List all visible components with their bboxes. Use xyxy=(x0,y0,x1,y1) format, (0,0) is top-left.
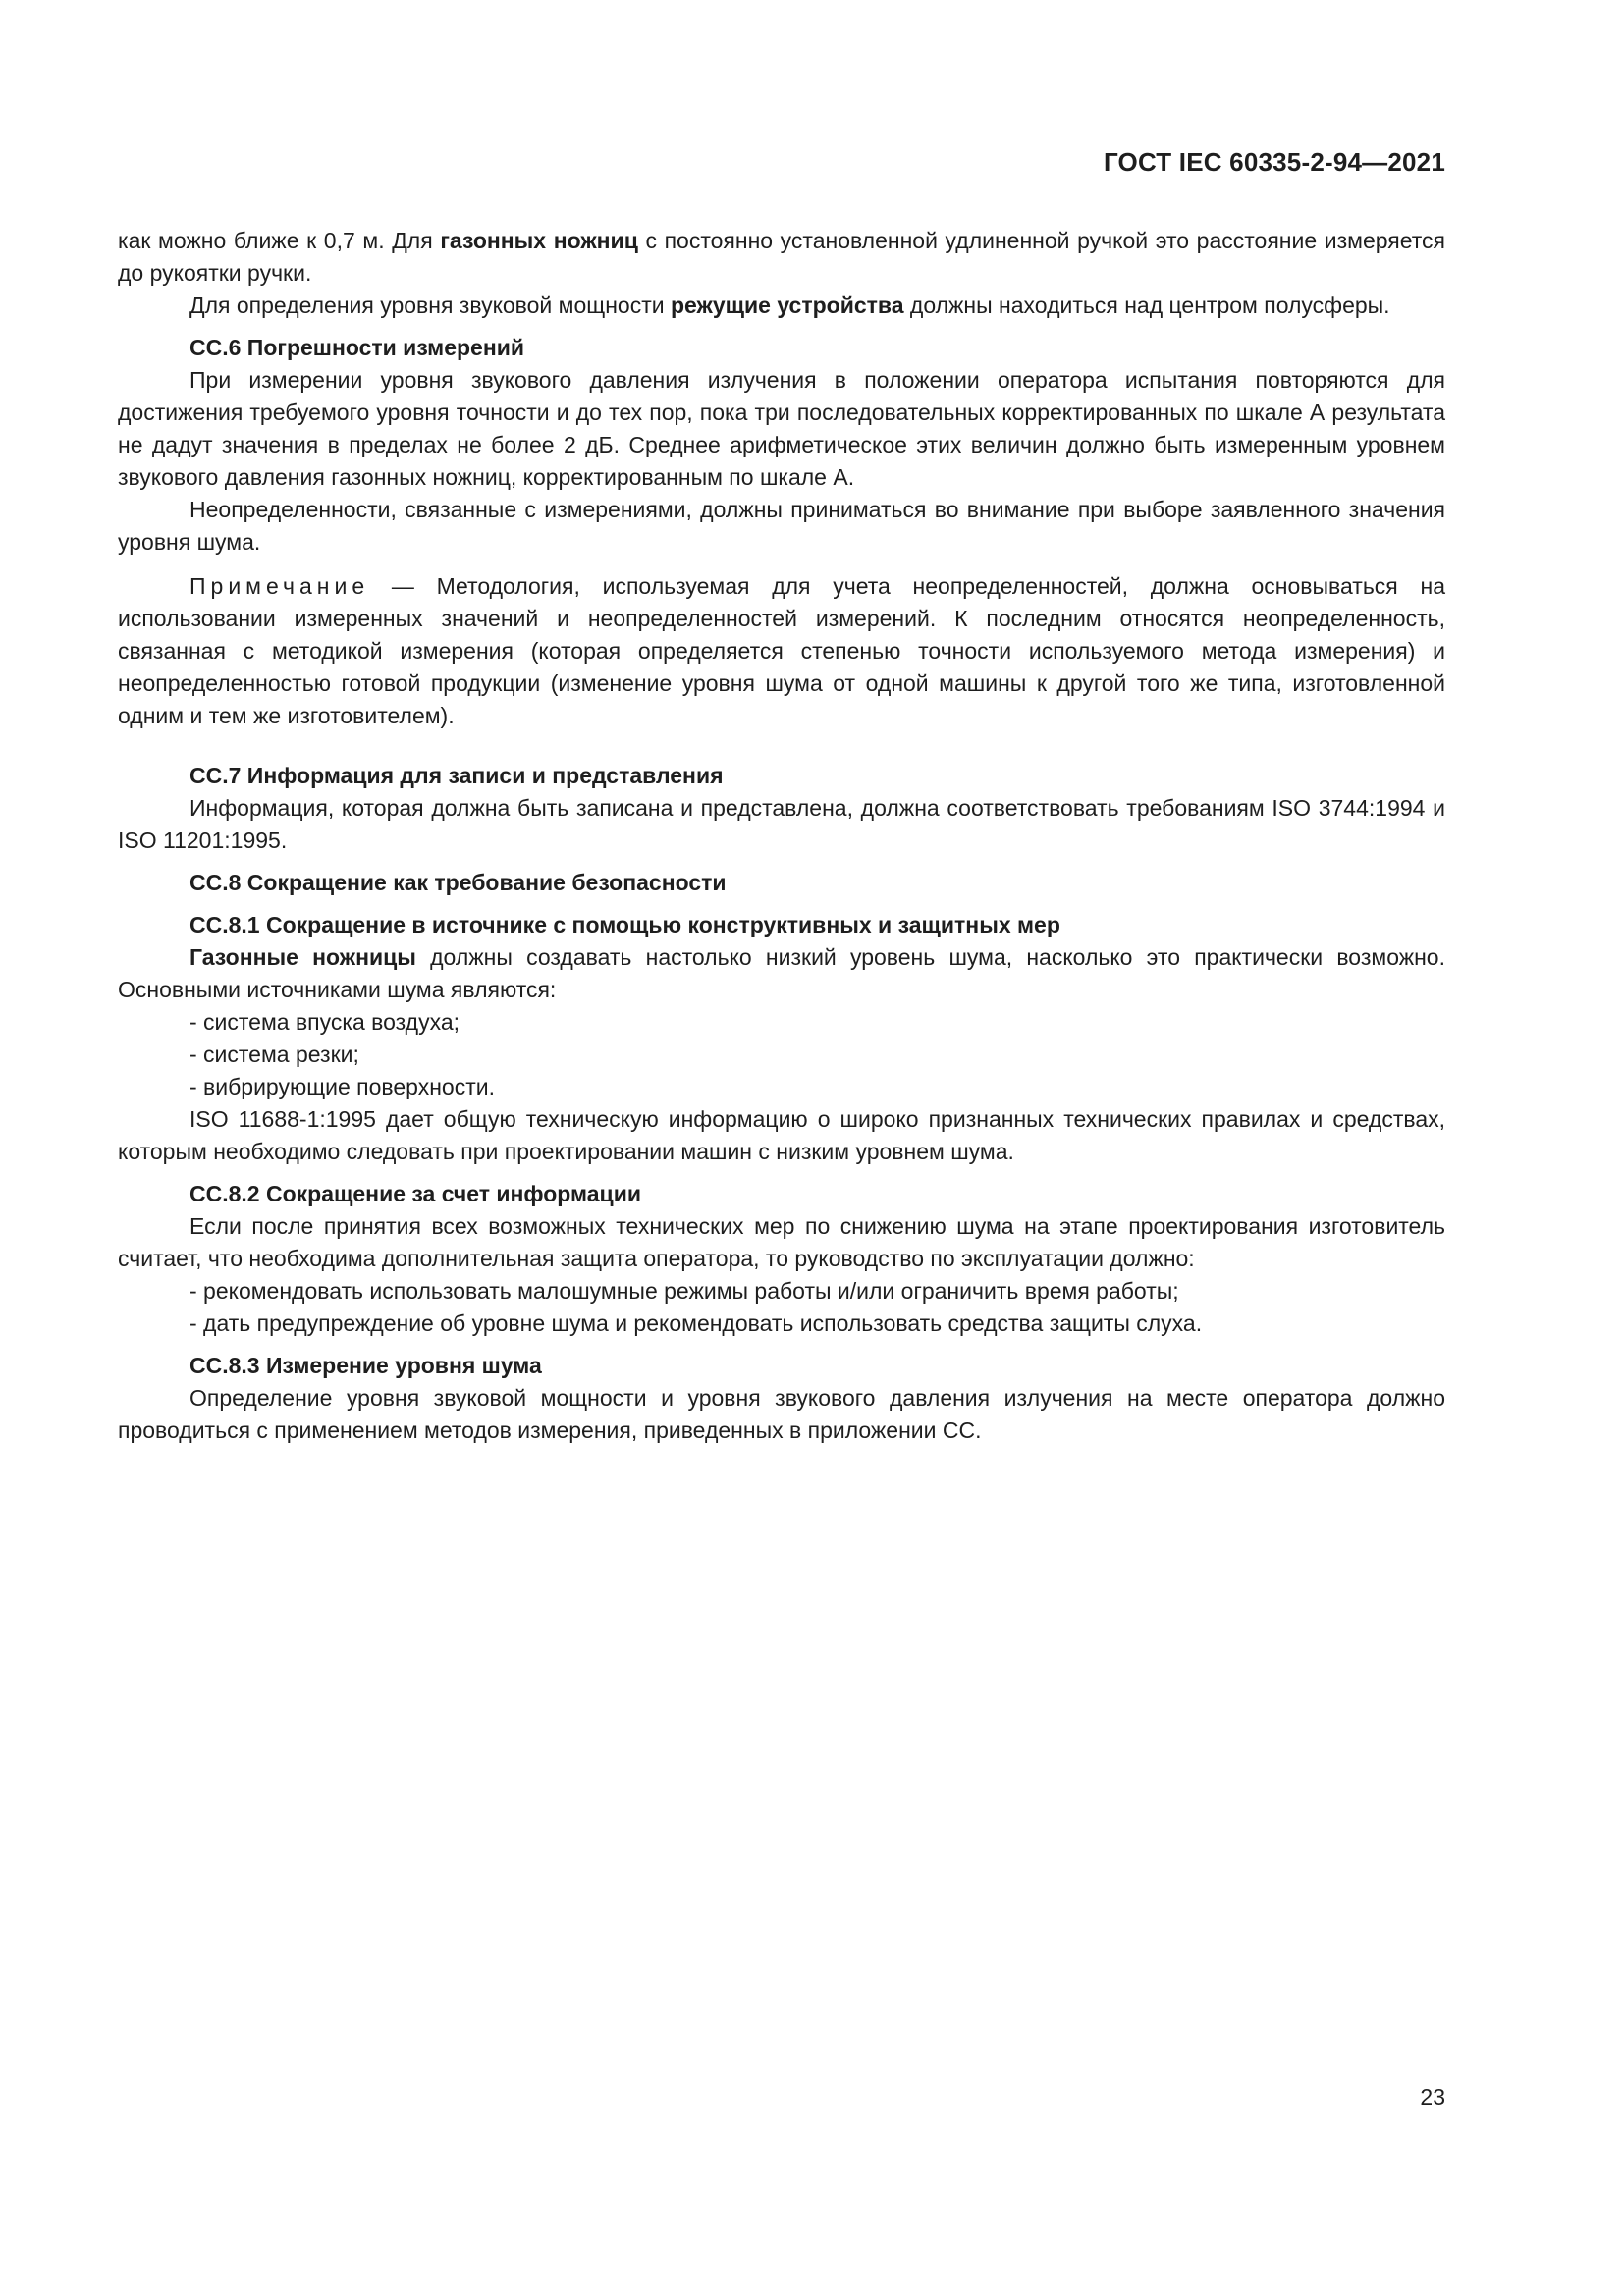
page-number: 23 xyxy=(1420,2084,1445,2109)
paragraph-measurement-repeat: При измерении уровня звукового давления излучения в положении оператора испытания повторяются для достижения требуемого уровня точности и до тех пор, пока три последовательных корректированных по шкале А результата не дадут значения в пределах не более 2 дБ. Среднее арифметическое этих величин должно быть измеренным уровнем звукового давления газонных ножниц, корректированным по шкале А. xyxy=(118,367,1445,490)
heading-cc82: СС.8.2 Сокращение за счет информации xyxy=(189,1181,641,1206)
list-item: - система резки; xyxy=(189,1041,359,1067)
text-run: должны находиться над центром полусферы. xyxy=(903,293,1390,318)
note-paragraph xyxy=(118,570,1445,732)
paragraph-cutting-devices xyxy=(118,290,1445,322)
document-code: ГОСТ IEC 60335-2-94—2021 xyxy=(1103,147,1445,177)
list-item: - рекомендовать использовать малошумные режимы работы и/или ограничить время работы; xyxy=(189,1278,1179,1304)
list-item: - вибрирующие поверхности. xyxy=(189,1074,495,1099)
document-body xyxy=(118,225,1445,1447)
bold-term: Газонные ножницы xyxy=(189,944,416,970)
heading-cc8: СС.8 Сокращение как требование безопасности xyxy=(189,870,727,895)
list-item: - система впуска воздуха; xyxy=(189,1009,460,1035)
text-run: как можно ближе к 0,7 м. Для xyxy=(118,228,441,253)
text-run: с постоянно установленной удлиненной ручкой это расстояние измеряется до рукоятки ручки. xyxy=(118,228,1445,286)
heading-cc81: СС.8.1 Сокращение в источнике с помощью конструктивных и защитных мер xyxy=(189,912,1060,937)
heading-cc6: СС.6 Погрешности измерений xyxy=(189,335,525,360)
bold-term: режущие устройства xyxy=(670,293,904,318)
paragraph-uncertainties: Неопределенности, связанные с измерениями, должны приниматься во внимание при выборе заявленного значения уровня шума. xyxy=(118,497,1445,555)
bold-term: газонных ножниц xyxy=(440,228,638,253)
list-item: - дать предупреждение об уровне шума и рекомендовать использовать средства защиты слуха. xyxy=(189,1310,1203,1336)
text-run: должны создавать настолько низкий уровень шума, насколько это практически возможно. Основными источниками шума являются: xyxy=(118,944,1445,1002)
note-dash: — xyxy=(369,573,437,599)
paragraph-info-record: Информация, которая должна быть записана и представлена, должна соответствовать требованиям ISO 3744:1994 и ISO 11201:1995. xyxy=(118,795,1445,853)
note-label: Примечание xyxy=(189,573,370,599)
paragraph-manual-requirements: Если после принятия всех возможных технических мер по снижению шума на этапе проектирования изготовитель считает, что необходима дополнительная защита оператора, то руководство по эксплуатации должно: xyxy=(118,1213,1445,1271)
heading-cc7: СС.7 Информация для записи и представления xyxy=(189,763,724,788)
paragraph-lawn-shears-distance xyxy=(118,225,1445,290)
heading-cc83: СС.8.3 Измерение уровня шума xyxy=(189,1353,542,1378)
paragraph-measurement-methods: Определение уровня звуковой мощности и уровня звукового давления излучения на месте оператора должно проводиться с применением методов измерения, приведенных в приложении СС. xyxy=(118,1385,1445,1443)
text-run: Для определения уровня звуковой мощности xyxy=(189,293,671,318)
paragraph-iso-11688: ISO 11688-1:1995 дает общую техническую информацию о широко признанных технических правилах и средствах, которым необходимо следовать при проектировании машин с низким уровнем шума. xyxy=(118,1106,1445,1164)
paragraph-noise-sources xyxy=(118,941,1445,1006)
note-text: Методология, используемая для учета неопределенностей, должна основываться на использовании измеренных значений и неопределенностей измерений. К последним относятся неопределенность, связанная с методикой измерения (которая определяется степенью точности используемого метода измерения) и неопределенностью готовой продукции (изменение уровня шума от одной машины к другой того же типа, изготовленной одним и тем же изготовителем). xyxy=(118,573,1445,728)
